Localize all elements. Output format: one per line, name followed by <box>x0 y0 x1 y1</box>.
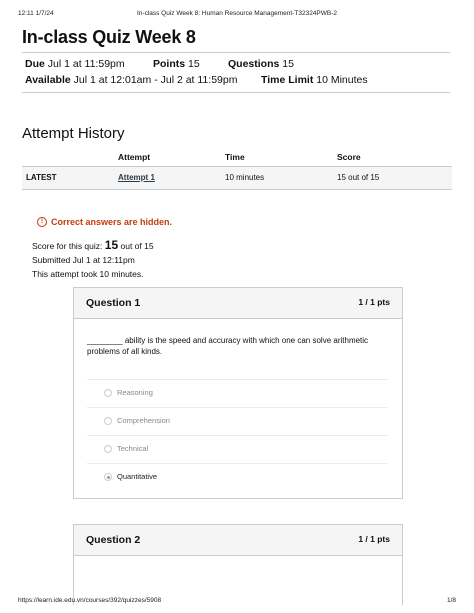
column-header-time: Time <box>225 152 245 162</box>
radio-icon[interactable] <box>104 445 112 453</box>
time-limit-info <box>261 74 368 86</box>
question-header <box>74 525 402 556</box>
available-info <box>25 74 237 86</box>
question-points: 1 / 1 pts <box>358 534 390 544</box>
question-header <box>74 288 402 319</box>
answers-hidden-text: Correct answers are hidden. <box>51 217 173 227</box>
quiz-score-summary <box>32 238 154 281</box>
score-line <box>32 238 154 253</box>
question-card-1 <box>73 287 403 499</box>
questions-label: Questions <box>228 58 280 70</box>
questions-value: 15 <box>282 58 294 70</box>
question-card-2 <box>73 524 403 605</box>
answer-label: Reasoning <box>117 388 153 397</box>
answers-hidden-notice <box>37 217 172 228</box>
radio-selected-icon[interactable] <box>104 473 112 481</box>
answer-option[interactable] <box>87 379 387 406</box>
radio-icon[interactable] <box>104 417 112 425</box>
print-footer <box>0 597 474 609</box>
submitted-line: Submitted Jul 1 at 12:11pm <box>32 255 135 265</box>
radio-icon[interactable] <box>104 389 112 397</box>
points-value: 15 <box>188 58 200 70</box>
column-header-attempt: Attempt <box>118 152 151 162</box>
answer-label: Comprehension <box>117 416 170 425</box>
answer-option-selected[interactable] <box>87 463 387 490</box>
divider <box>22 52 450 53</box>
print-url: https://learn.ide.edu.vn/courses/392/quizzes/5908 <box>18 597 162 604</box>
divider <box>22 92 450 93</box>
answer-label: Technical <box>117 444 149 453</box>
score-value: 15 <box>104 238 119 252</box>
attempt-score: 15 out of 15 <box>337 173 380 182</box>
time-limit-value: 10 Minutes <box>316 74 368 86</box>
print-header <box>0 10 474 22</box>
duration-line: This attempt took 10 minutes. <box>32 269 144 279</box>
question-points: 1 / 1 pts <box>358 297 390 307</box>
print-page-title: In-class Quiz Week 8: Human Resource Management-T32324PWB-2 <box>136 10 338 17</box>
print-page-number: 1/8 <box>446 597 456 604</box>
attempt-history-heading: Attempt History <box>22 125 125 142</box>
answer-option[interactable] <box>87 435 387 462</box>
due-info <box>25 58 125 70</box>
print-timestamp: 12:11 1/7/24 <box>18 10 54 17</box>
time-limit-label: Time Limit <box>261 74 314 86</box>
question-title: Question 1 <box>86 297 141 309</box>
due-value: Jul 1 at 11:59pm <box>47 58 125 70</box>
score-suffix: out of 15 <box>120 241 154 251</box>
available-value: Jul 1 at 12:01am - Jul 2 at 11:59pm <box>73 74 238 86</box>
column-header-score: Score <box>337 152 361 162</box>
question-text: ________ ability is the speed and accuracy with which one can solve arithmetic problems of all kinds. <box>87 336 369 356</box>
quiz-title: In-class Quiz Week 8 <box>22 27 196 47</box>
latest-tag: LATEST <box>26 173 57 182</box>
answer-option[interactable] <box>87 407 387 434</box>
points-label: Points <box>153 58 186 70</box>
due-label: Due <box>25 58 45 70</box>
info-icon: ! <box>37 217 47 227</box>
attempt-link[interactable]: Attempt 1 <box>118 173 155 182</box>
answer-label: Quantitative <box>117 472 158 481</box>
attempt-time: 10 minutes <box>225 173 265 182</box>
questions-info <box>228 58 294 70</box>
available-label: Available <box>25 74 71 86</box>
table-row <box>22 166 452 190</box>
question-title: Question 2 <box>86 534 141 546</box>
points-info <box>153 58 200 70</box>
score-prefix: Score for this quiz: <box>32 241 103 251</box>
table-header <box>22 150 452 166</box>
